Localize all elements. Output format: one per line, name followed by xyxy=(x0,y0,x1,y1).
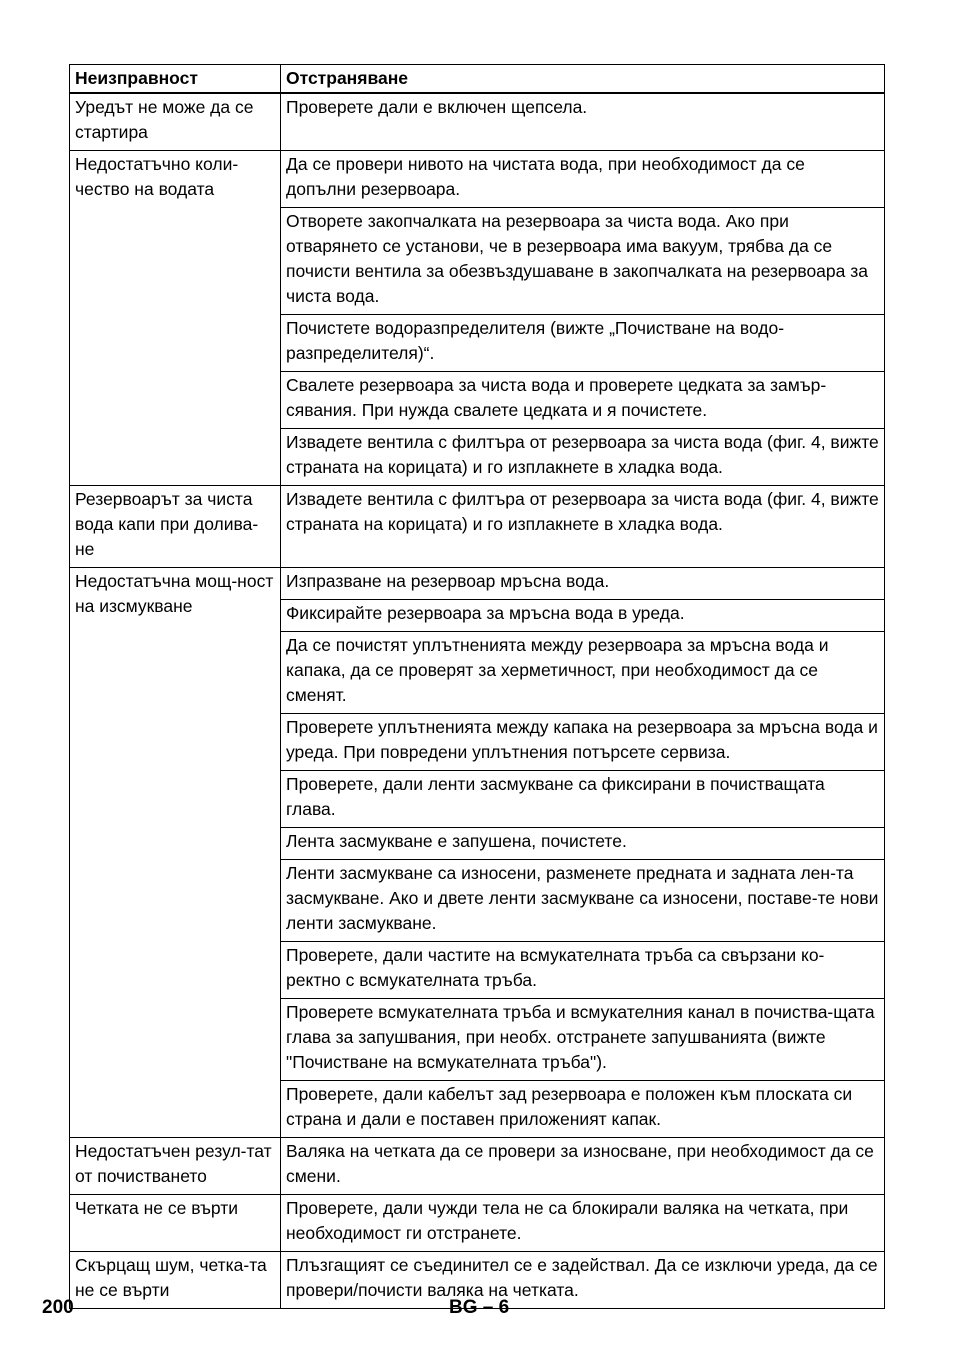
fault-cell: Недостатъчен резул-тат от почистването xyxy=(70,1138,281,1195)
section-label: BG – 6 xyxy=(449,1297,510,1318)
remedy-cell: Отворете закопчалката на резервоара за чиста вода. Ако при отварянето се установи, че в резервоара има вакуум, трябва да се почисти вентила за обезвъздушаване в закопчалката на резервоара за чиста вода. xyxy=(281,208,885,315)
remedy-cell: Проверете дали е включен щепсела. xyxy=(281,93,885,151)
table-row xyxy=(70,486,885,568)
fault-cell: Скърцащ шум, четка-та не се върти xyxy=(70,1252,281,1309)
remedy-cell: Проверете уплътненията между капака на резервоара за мръсна вода и уреда. При повредени уплътнения потърсете сервиза. xyxy=(281,714,885,771)
table-row xyxy=(70,151,885,208)
table-header-row xyxy=(70,65,885,94)
fault-cell: Недостатъчно коли-чество на водата xyxy=(70,151,281,486)
remedy-cell: Валяка на четката да се провери за износване, при необходимост да се смени. xyxy=(281,1138,885,1195)
table-row xyxy=(70,1195,885,1252)
remedy-cell: Свалете резервоара за чиста вода и проверете цедката за замър-сявания. При нужда свалете цедката и я почистете. xyxy=(281,372,885,429)
remedy-cell: Проверете, дали кабелът зад резервоара е положен към плоската си страна и дали е поставен приложеният капак. xyxy=(281,1081,885,1138)
table-body xyxy=(70,93,885,1309)
remedy-cell: Почистете водоразпределителя (вижте „Почистване на водо-разпределителя)“. xyxy=(281,315,885,372)
remedy-cell: Лента засмукване е запушена, почистете. xyxy=(281,828,885,860)
table-row xyxy=(70,93,885,151)
fault-cell: Недостатъчна мощ-ност на изсмукване xyxy=(70,568,281,1138)
remedy-cell: Да се почистят уплътненията между резервоара за мръсна вода и капака, да се проверят за херметичност, при необходимост да се сменят. xyxy=(281,632,885,714)
remedy-cell: Плъзгащият се съединител се е задействал. Да се изключи уреда, да се провери/почисти валяка на четката. xyxy=(281,1252,885,1309)
remedy-column-header: Отстраняване xyxy=(281,65,885,94)
fault-cell: Четката не се върти xyxy=(70,1195,281,1252)
remedy-cell: Извадете вентила с филтъра от резервоара за чиста вода (фиг. 4, вижте страната на корицата) и го изплакнете в хладка вода. xyxy=(281,429,885,486)
fault-cell: Резервоарът за чиста вода капи при долива-не xyxy=(70,486,281,568)
remedy-cell: Изпразване на резервоар мръсна вода. xyxy=(281,568,885,600)
table-row xyxy=(70,568,885,600)
troubleshooting-table xyxy=(69,64,885,1309)
remedy-cell: Проверете, дали ленти засмукване са фиксирани в почистващата глава. xyxy=(281,771,885,828)
remedy-cell: Извадете вентила с филтъра от резервоара за чиста вода (фиг. 4, вижте страната на корицата) и го изплакнете в хладка вода. xyxy=(281,486,885,568)
remedy-cell: Да се провери нивото на чистата вода, при необходимост да се допълни резервоара. xyxy=(281,151,885,208)
remedy-cell: Проверете, дали чужди тела не са блокирали валяка на четката, при необходимост ги отстранете. xyxy=(281,1195,885,1252)
table-row xyxy=(70,1138,885,1195)
page-number: 200 xyxy=(42,1297,74,1318)
fault-column-header: Неизправност xyxy=(70,65,281,94)
remedy-cell: Проверете всмукателната тръба и всмукателния канал в почиства-щата глава за запушвания, при необх. отстранете запушванията (вижте "Почистване на всмукателната тръба"). xyxy=(281,999,885,1081)
remedy-cell: Фиксирайте резервоара за мръсна вода в уреда. xyxy=(281,600,885,632)
fault-cell: Уредът не може да се стартира xyxy=(70,93,281,151)
remedy-cell: Ленти засмукване са износени, разменете предната и задната лен-та засмукване. Ако и двете ленти засмукване са износени, поставе-те нови ленти засмукване. xyxy=(281,860,885,942)
remedy-cell: Проверете, дали частите на всмукателната тръба са свързани ко-ректно с всмукателната тръба. xyxy=(281,942,885,999)
